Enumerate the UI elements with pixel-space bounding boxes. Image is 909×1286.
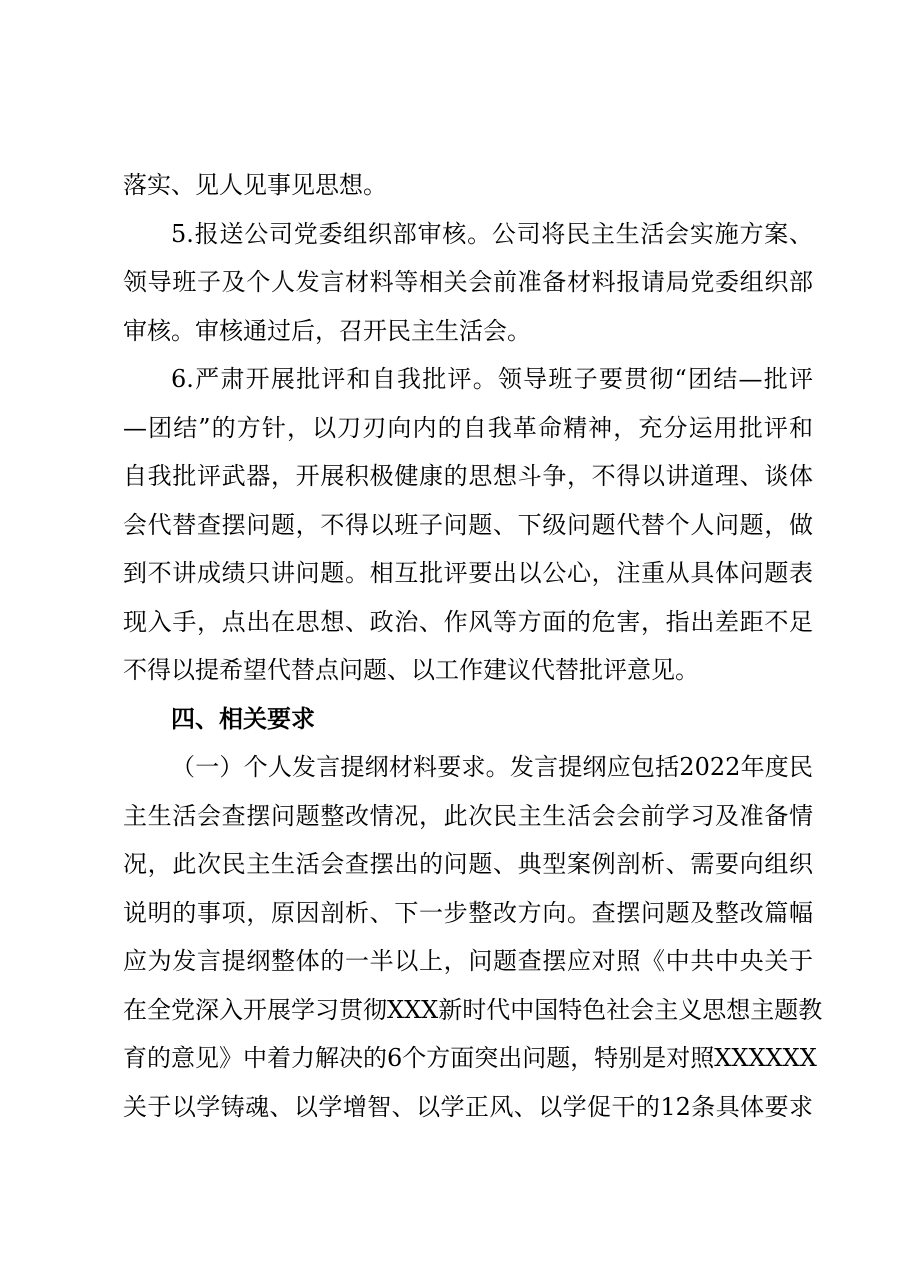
paragraph-line: 在全党深入开展学习贯彻XXX新时代中国特色社会主义思想主题教 [123,995,823,1024]
paragraph-line: 6.严肃开展批评和自我批评。领导班子要贯彻“团结—批评 [171,365,813,393]
paragraph-line: 关于以学铸魂、以学增智、以学正风、以学促干的12条具体要求 [123,1092,813,1121]
paragraph-line: 领导班子及个人发言材料等相关会前准备材料报请局党委组织部 [123,268,813,296]
paragraph-line: 到不讲成绩只讲问题。相互批评要出以公心，注重从具体问题表 [123,559,813,587]
paragraph-line: 现入手，点出在思想、政治、作风等方面的危害，指出差距不足 [123,607,813,636]
paragraph-line: —团结”的方针，以刀刃向内的自我革命精神，充分运用批评和 [123,413,813,442]
paragraph-line: 会代替查摆问题，不得以班子问题、下级问题代替个人问题，做 [123,510,813,539]
paragraph-line: 审核。审核通过后，召开民主生活会。 [123,316,531,345]
paragraph-line: 落实、见人见事见思想。 [123,171,387,199]
paragraph-line: 不得以提希望代替点问题、以工作建议代替批评意见。 [123,656,699,684]
paragraph-line: 况，此次民主生活会查摆出的问题、典型案例剖析、需要向组织 [123,850,813,878]
section-heading: 四、相关要求 [171,704,315,733]
paragraph-line: 应为发言提纲整体的一半以上，问题查摆应对照《中共中央关于 [123,947,813,975]
paragraph-line: 说明的事项，原因剖析、下一步整改方向。查摆问题及整改篇幅 [123,898,813,927]
paragraph-line: 主生活会查摆问题整改情况，此次民主生活会会前学习及准备情 [123,801,813,830]
paragraph-line: （一）个人发言提纲材料要求。发言提纲应包括2022年度民 [171,753,813,781]
paragraph-line: 自我批评武器，开展积极健康的思想斗争，不得以讲道理、谈体 [123,462,813,490]
paragraph-line: 5.报送公司党委组织部审核。公司将民主生活会实施方案、 [171,219,813,248]
document-body [123,161,823,1131]
paragraph-line: 育的意见》中着力解决的6个方面突出问题，特别是对照XXXXXX [123,1044,817,1072]
